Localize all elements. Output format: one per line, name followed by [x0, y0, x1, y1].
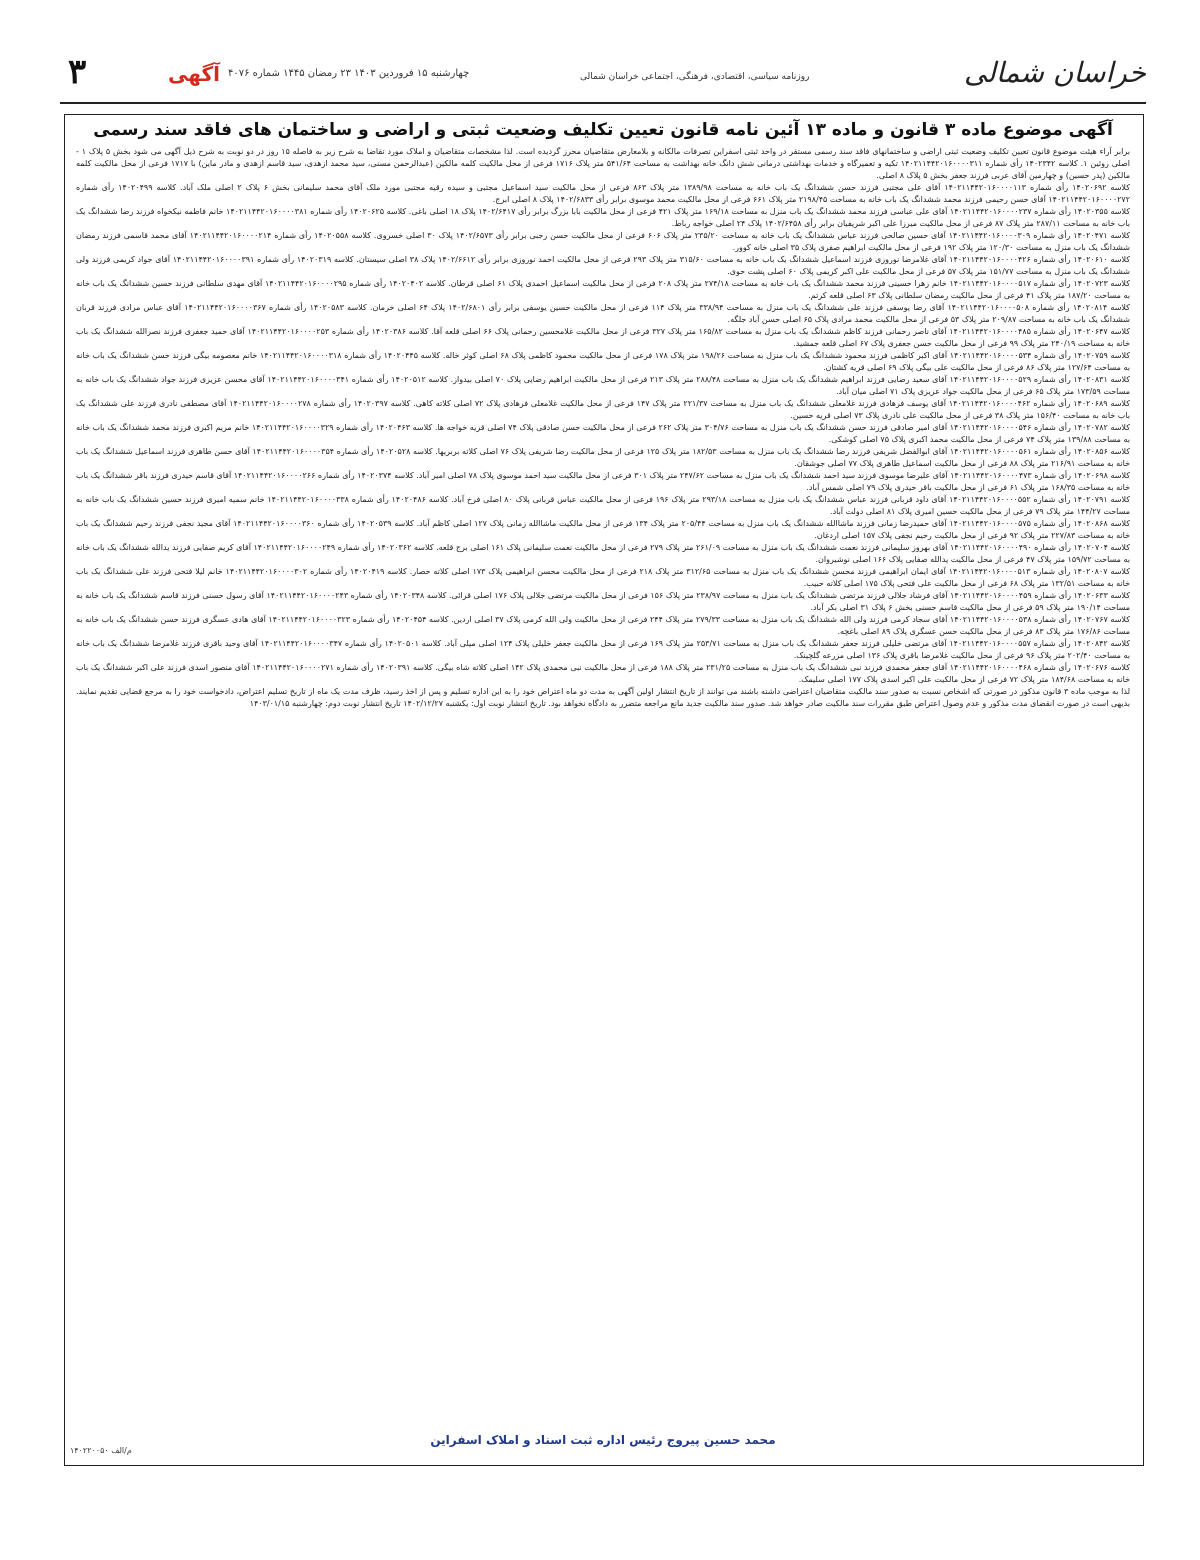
notice-body	[76, 146, 1130, 1408]
notice-paragraph: کلاسه ۱۴۰۲۰۸۴۲ رأی شماره ۱۴۰۲۱۱۴۴۲۰۱۶۰۰۰۰۵۵۷ آقای مرتضی خلیلی فرزند جعفر ششدانگ یک باب منزل به مساحت ۲۵۳/۷۱ متر پلاک ۱۶۹ فرعی از محل مالکیت جعفر خلیلی پلاک ۱۲۴ اصلی میلی آباد. کلاسه ۱۴۰۲۰۵۰۱ رأی شماره ۱۴۰۲۱۱۴۴۲۰۱۶۰۰۰۰۳۴۷ آقای وحید باقری فرزند غلامرضا ششدانگ یک باب خانه به مساحت ۲۰۲/۴۰ متر پلاک ۹۶ فرعی از محل مالکیت غلامرضا باقری پلاک ۱۳۶ اصلی مزرعه گلچینک.	[76, 639, 1130, 660]
section-label: آگهی	[168, 62, 220, 86]
notice-paragraph: برابر آراء هیئت موضوع قانون تعیین تکلیف وضعیت ثبتی اراضی و ساختمانهای فاقد سند رسمی مستقر در واحد ثبتی اسفراین تصرفات مالکانه و بلامعارض متقاضیان محرز گردیده است. لذا مشخصات متقاضیان و املاک مورد تقاضا به شرح زیر به فاصله ۱۵ روز در دو نوبت به شرح ذیل آگهی می شود بخش ۵ پلاک ۱ - اصلی روئین ۱. کلاسه ۱۴۰۲۳۴۲ رأی شماره ۱۴۰۲۱۱۴۴۲۰۱۶۰۰۰۰۳۱۱ تکیه و تعمیرگاه و خدمات بهداشتی درمانی شش دانگ خانه بهداشت به مساحت ۵۴۱/۶۴ متر پلاک ۱۷۱۶ فرعی از محل مالکیت کلمه مالکین (عبدالرحمن مسنی، سید محمد ازهدی، سید قاسم ازهدی و مادر ماین) با ۱۷۱۷ فرعی از محل مالکیت کلمه مالکین (پدر حسین) و چهارمین آقای عربی فرزند جعفر بخش ۵ پلاک ۸ اصلی.	[76, 147, 1130, 180]
notice-paragraph: کلاسه ۱۴۰۲۰۶۴۷ رأی شماره ۱۴۰۲۱۱۴۴۲۰۱۶۰۰۰۰۴۸۵ آقای ناصر رحمانی فرزند کاظم ششدانگ یک باب منزل به مساحت ۱۶۵/۸۲ متر پلاک ۳۲۷ فرعی از محل مالکیت غلامحسین رحمانی پلاک ۶۶ اصلی قلعه آقا. کلاسه ۱۴۰۲۰۳۸۶ رأی شماره ۱۴۰۲۱۱۴۴۲۰۱۶۰۰۰۰۲۵۳ آقای حمید جعفری فرزند نصرالله ششدانگ یک باب خانه به مساحت ۲۴۰/۱۹ متر پلاک ۹۹ فرعی از محل مالکیت حسن جعفری پلاک ۶۷ اصلی قلعه جمشید.	[76, 327, 1130, 348]
notice-paragraph: کلاسه ۱۴۰۲۰۸۵۶ رأی شماره ۱۴۰۲۱۱۴۴۲۰۱۶۰۰۰۰۵۶۱ آقای ابوالفضل شریفی فرزند رضا ششدانگ یک باب منزل به مساحت ۱۸۲/۵۳ متر پلاک ۱۲۵ فرعی از محل مالکیت رضا شریفی پلاک ۷۶ اصلی کلاته بربریها. کلاسه ۱۴۰۲۰۵۲۸ رأی شماره ۱۴۰۲۱۱۴۴۲۰۱۶۰۰۰۰۳۵۴ آقای حسن طاهری فرزند اسماعیل ششدانگ یک باب خانه به مساحت ۲۱۶/۹۱ متر پلاک ۸۸ فرعی از محل مالکیت اسماعیل طاهری پلاک ۷۷ اصلی جوشقان.	[76, 447, 1130, 468]
notice-paragraph: کلاسه ۱۴۰۲۰۶۳۳ رأی شماره ۱۴۰۲۱۱۴۴۲۰۱۶۰۰۰۰۴۵۹ آقای فرشاد جلالی فرزند مرتضی ششدانگ یک باب منزل به مساحت ۲۳۸/۹۷ متر پلاک ۱۵۶ فرعی از محل مالکیت مرتضی جلالی پلاک ۱۷۶ اصلی قرائی. کلاسه ۱۴۰۲۰۳۴۸ رأی شماره ۱۴۰۲۱۱۴۴۲۰۱۶۰۰۰۰۲۴۳ آقای رسول حسنی فرزند قاسم ششدانگ یک باب خانه به مساحت ۱۹۰/۱۴ متر پلاک ۵۹ فرعی از محل مالکیت قاسم حسنی بخش ۶ پلاک ۳۱ اصلی بکر آباد.	[76, 591, 1130, 612]
notice-paragraph: کلاسه ۱۴۰۲۰۳۵۵ رأی شماره ۱۴۰۲۱۱۴۴۲۰۱۶۰۰۰۰۲۳۷ آقای علی عباسی فرزند محمد ششدانگ یک باب منزل به مساحت ۱۶۹/۱۸ متر پلاک ۴۲۱ فرعی از محل مالکیت بابا بزرگ برابر رأی ۱۴۰۲/۶۴۱۷ پلاک ۱۸ اصلی باغی. کلاسه ۱۴۰۲۰۶۲۵ رأی شماره ۱۴۰۲۱۱۴۴۲۰۱۶۰۰۰۰۳۸۱ خانم فاطمه نیکخواه فرزند رضا ششدانگ یک باب خانه به مساحت ۲۸۷/۱۱ متر پلاک ۸۷ فرعی از محل مالکیت میرزا علی اکبر شریفیان برابر رأی ۱۴۰۲/۶۴۵۸ پلاک ۲۴ اصلی خواجه رباط.	[76, 207, 1130, 228]
notice-paragraph: کلاسه ۱۴۰۲۰۴۷۱ رأی شماره ۱۴۰۲۱۱۴۴۲۰۱۶۰۰۰۰۳۰۹ آقای حسین صالحی فرزند عباس ششدانگ یک باب خانه به مساحت ۲۳۵/۲۰ متر پلاک ۶۰۶ فرعی از محل مالکیت حسن رجبی برابر رأی ۱۴۰۲/۶۵۷۳ پلاک ۳۰ اصلی خسروی. کلاسه ۱۴۰۲۰۵۵۸ رأی شماره ۱۴۰۲۱۱۴۴۲۰۱۶۰۰۰۰۲۱۴ آقای محمد قاسمی فرزند رمضان ششدانگ یک باب منزل به مساحت ۱۲۰/۳۰ متر پلاک ۱۹۲ فرعی از محل مالکیت ابراهیم صفری پلاک ۳۵ اصلی خانه کوور.	[76, 231, 1130, 252]
page-header	[60, 54, 1146, 98]
notice-paragraph: کلاسه ۱۴۰۲۰۶۹۲ رأی شماره ۱۴۰۲۱۱۴۴۲۰۱۶۰۰۰۰۱۱۳ آقای علی مجتبی فرزند حسن ششدانگ یک باب خانه به مساحت ۱۳۸۹/۹۸ متر پلاک ۸۶۳ فرعی از محل مالکیت سید اسماعیل مجتبی و سیده رقیه مجتبی مورد ملک آقای محمد سلیمانی بخش ۶ پلاک ۲ اصلی ملک آباد. کلاسه ۱۴۰۲۰۴۹۹ رأی شماره ۱۴۰۲۱۱۴۴۲۰۱۶۰۰۰۰۲۷۲ آقای حسن رحیمی فرزند محمد ششدانگ یک باب خانه به مساحت ۲۱۹۸/۴۵ متر پلاک ۶۶۱ فرعی از محل مالکیت محمد موسوی برابر رأی ۱۴۰۲/۶۸۳۳ پلاک ۸ اصلی ابرج.	[76, 183, 1130, 204]
notice-paragraph: لذا به موجب ماده ۳ قانون مذکور در صورتی که اشخاص نسبت به صدور سند مالکیت متقاضیان اعتراضی داشته باشند می توانند از تاریخ انتشار اولین آگهی به مدت دو ماه اعتراض خود را به این اداره تسلیم و پس از اخذ رسید، ظرف مدت یک ماه از تاریخ تسلیم اعتراض، دادخواست خود را به مرجع قضایی تقدیم نمایند. بدیهی است در صورت انقضای مدت مذکور و عدم وصول اعتراض طبق مقررات سند مالکیت صادر خواهد شد. صدور سند مالکیت جدید مانع مراجعه متضرر به دادگاه نخواهد بود. تاریخ انتشار نوبت اول: یکشنبه ۱۴۰۲/۱۲/۲۷ تاریخ انتشار نوبت دوم: چهارشنبه ۱۴۰۳/۰۱/۱۵	[76, 687, 1130, 708]
notice-paragraph: کلاسه ۱۴۰۲۰۸۳۱ رأی شماره ۱۴۰۲۱۱۴۴۲۰۱۶۰۰۰۰۵۲۹ آقای سعید رضایی فرزند ابراهیم ششدانگ یک باب منزل به مساحت ۲۸۸/۴۸ متر پلاک ۲۱۳ فرعی از محل مالکیت ابراهیم رضایی پلاک ۷۰ اصلی بیدواز. کلاسه ۱۴۰۲۰۵۱۲ رأی شماره ۱۴۰۲۱۱۴۴۲۰۱۶۰۰۰۰۳۴۱ آقای محسن عزیزی فرزند جواد ششدانگ یک باب خانه به مساحت ۱۷۳/۵۹ متر پلاک ۶۵ فرعی از محل مالکیت جواد عزیزی پلاک ۷۱ اصلی میان آباد.	[76, 375, 1130, 396]
notice-paragraph: کلاسه ۱۴۰۲۰۷۰۴ رأی شماره ۱۴۰۲۱۱۴۴۲۰۱۶۰۰۰۰۴۹۰ آقای بهروز سلیمانی فرزند نعمت ششدانگ یک باب منزل به مساحت ۲۶۱/۰۹ متر پلاک ۲۷۹ فرعی از محل مالکیت نعمت سلیمانی پلاک ۱۶۱ اصلی برج قلعه. کلاسه ۱۴۰۲۰۳۶۲ رأی شماره ۱۴۰۲۱۱۴۴۲۰۱۶۰۰۰۰۲۴۹ آقای کریم صفایی فرزند یدالله ششدانگ یک باب خانه به مساحت ۱۵۹/۷۲ متر پلاک ۴۷ فرعی از محل مالکیت یدالله صفایی پلاک ۱۶۶ اصلی نوشیروان.	[76, 543, 1130, 564]
notice-paragraph: کلاسه ۱۴۰۲۰۷۹۱ رأی شماره ۱۴۰۲۱۱۴۴۲۰۱۶۰۰۰۰۵۵۲ آقای داود قربانی فرزند عباس ششدانگ یک باب منزل به مساحت ۲۹۳/۱۸ متر پلاک ۱۹۶ فرعی از محل مالکیت عباس قربانی پلاک ۸۰ اصلی فرخ آباد. کلاسه ۱۴۰۲۰۴۸۶ رأی شماره ۱۴۰۲۱۱۴۴۲۰۱۶۰۰۰۰۳۳۸ خانم سمیه امیری فرزند حسین ششدانگ یک باب خانه به مساحت ۱۴۴/۲۷ متر پلاک ۷۹ فرعی از محل مالکیت حسین امیری پلاک ۸۱ اصلی دولت آباد.	[76, 495, 1130, 516]
notice-paragraph: کلاسه ۱۴۰۲۰۷۵۹ رأی شماره ۱۴۰۲۱۱۴۴۲۰۱۶۰۰۰۰۵۳۴ آقای اکبر کاظمی فرزند محمود ششدانگ یک باب منزل به مساحت ۱۹۸/۲۶ متر پلاک ۱۷۸ فرعی از محل مالکیت محمود کاظمی پلاک ۶۸ اصلی کوثر خاله. کلاسه ۱۴۰۲۰۴۴۵ رأی شماره ۱۴۰۲۱۱۴۴۲۰۱۶۰۰۰۰۳۱۸ خانم معصومه بیگی فرزند حسن ششدانگ یک باب خانه به مساحت ۱۲۷/۶۴ متر پلاک ۸۶ فرعی از محل مالکیت علی بیگی پلاک ۶۹ اصلی قریه کشتان.	[76, 351, 1130, 372]
notice-signature: محمد حسین پیروج رئیس اداره ثبت اسناد و املاک اسفراین	[430, 1433, 776, 1447]
notice-paragraph: کلاسه ۱۴۰۲۰۶۸۹ رأی شماره ۱۴۰۲۱۱۴۴۲۰۱۶۰۰۰۰۴۶۲ آقای یوسف فرهادی فرزند غلامعلی ششدانگ یک باب منزل به مساحت ۲۲۱/۳۷ متر پلاک ۱۴۷ فرعی از محل مالکیت غلامعلی فرهادی پلاک ۷۲ اصلی کلاته کاهی. کلاسه ۱۴۰۲۰۳۹۷ رأی شماره ۱۴۰۲۱۱۴۴۲۰۱۶۰۰۰۰۲۷۸ آقای مصطفی نادری فرزند علی ششدانگ یک باب خانه به مساحت ۱۵۶/۴۰ متر پلاک ۳۸ فرعی از محل مالکیت علی نادری پلاک ۷۳ اصلی قریه حسین.	[76, 399, 1130, 420]
notice-paragraph: کلاسه ۱۴۰۲۰۷۶۷ رأی شماره ۱۴۰۲۱۱۴۴۲۰۱۶۰۰۰۰۵۳۸ آقای سجاد کرمی فرزند ولی الله ششدانگ یک باب منزل به مساحت ۲۷۹/۳۳ متر پلاک ۲۴۴ فرعی از محل مالکیت ولی الله کرمی پلاک ۳۷ اصلی اردین. کلاسه ۱۴۰۲۰۴۵۴ رأی شماره ۱۴۰۲۱۱۴۴۲۰۱۶۰۰۰۰۳۲۳ آقای هادی عسگری فرزند حسن ششدانگ یک باب خانه به مساحت ۱۷۶/۸۶ متر پلاک ۸۳ فرعی از محل مالکیت حسن عسگری پلاک ۸۹ اصلی باغچه.	[76, 615, 1130, 636]
notice-paragraph: کلاسه ۱۴۰۲۰۸۶۸ رأی شماره ۱۴۰۲۱۱۴۴۲۰۱۶۰۰۰۰۵۷۵ آقای حمیدرضا زمانی فرزند ماشاالله ششدانگ یک باب منزل به مساحت ۲۰۵/۴۴ متر پلاک ۱۳۴ فرعی از محل مالکیت ماشاالله زمانی پلاک ۱۲۷ اصلی کاظم آباد. کلاسه ۱۴۰۲۰۵۳۹ رأی شماره ۱۴۰۲۱۱۴۴۲۰۱۶۰۰۰۰۳۶۰ آقای مجید نجفی فرزند رحیم ششدانگ یک باب خانه به مساحت ۲۲۷/۸۳ متر پلاک ۹۲ فرعی از محل مالکیت رحیم نجفی پلاک ۱۵۷ اصلی اردغان.	[76, 519, 1130, 540]
page-number: ۳	[68, 52, 87, 92]
header-rule	[60, 102, 1146, 104]
dateline: چهارشنبه ۱۵ فروردین ۱۴۰۳ ۲۳ رمضان ۱۴۴۵ شماره ۴۰۷۶	[228, 68, 470, 79]
notice-paragraph: کلاسه ۱۴۰۲۰۶۷۶ رأی شماره ۱۴۰۲۱۱۴۴۲۰۱۶۰۰۰۰۴۶۸ آقای جعفر محمدی فرزند نبی ششدانگ یک باب منزل به مساحت ۲۳۱/۲۵ متر پلاک ۱۸۸ فرعی از محل مالکیت نبی محمدی پلاک ۱۴۲ اصلی کلاته شاه بیگی. کلاسه ۱۴۰۲۰۳۹۱ رأی شماره ۱۴۰۲۱۱۴۴۲۰۱۶۰۰۰۰۲۷۱ آقای منصور اسدی فرزند علی اکبر ششدانگ یک باب خانه به مساحت ۱۸۴/۶۸ متر پلاک ۷۲ فرعی از محل مالکیت علی اکبر اسدی پلاک ۱۷۷ اصلی سلیمک.	[76, 663, 1130, 684]
notice-paragraph: کلاسه ۱۴۰۲۰۶۱۰ رأی شماره ۱۴۰۲۱۱۴۴۲۰۱۶۰۰۰۰۴۲۶ آقای غلامرضا نوروزی فرزند اسماعیل ششدانگ یک باب خانه به مساحت ۳۱۵/۶۰ متر پلاک ۲۹۳ فرعی از محل مالکیت احمد نوروزی برابر رأی ۱۴۰۲/۶۶۱۲ پلاک ۳۸ اصلی سیستان. کلاسه ۱۴۰۲۰۳۱۹ رأی شماره ۱۴۰۲۱۱۴۴۲۰۱۶۰۰۰۰۳۹۱ آقای جواد کریمی فرزند ولی ششدانگ یک باب منزل به مساحت ۱۵۱/۷۷ متر پلاک ۵۷ فرعی از محل مالکیت علی اکبر کریمی پلاک ۶۰ اصلی پشت حوی.	[76, 255, 1130, 276]
notice-title: آگهی موضوع ماده ۳ قانون و ماده ۱۳ آئین نامه قانون تعیین تکلیف وضعیت ثبتی و اراضی و ساختمان های فاقد سند رسمی	[93, 120, 1113, 140]
notice-paragraph: کلاسه ۱۴۰۲۰۸۰۷ رأی شماره ۱۴۰۲۱۱۴۴۲۰۱۶۰۰۰۰۵۱۳ آقای ایمان ابراهیمی فرزند محسن ششدانگ یک باب منزل به مساحت ۳۱۲/۶۵ متر پلاک ۲۱۸ فرعی از محل مالکیت محسن ابراهیمی پلاک ۱۷۳ اصلی کلاته حصار. کلاسه ۱۴۰۲۰۴۱۹ رأی شماره ۱۴۰۲۱۱۴۴۲۰۱۶۰۰۰۰۳۰۲ خانم لیلا فتحی فرزند علی ششدانگ یک باب خانه به مساحت ۱۳۲/۵۱ متر پلاک ۶۸ فرعی از محل مالکیت علی فتحی پلاک ۱۷۵ اصلی کلاته حبیب.	[76, 567, 1130, 588]
paper-description: روزنامه سیاسی، اقتصادی، فرهنگی، اجتماعی خراسان شمالی	[580, 72, 810, 82]
notice-code: م/الف ۱۴۰۲۲۰۰۵۰	[70, 1446, 132, 1455]
notice-paragraph: کلاسه ۱۴۰۲۰۷۲۳ رأی شماره ۱۴۰۲۱۱۴۴۲۰۱۶۰۰۰۰۵۱۷ خانم زهرا حسینی فرزند محمد ششدانگ یک باب خانه به مساحت ۲۷۴/۱۸ متر پلاک ۲۰۸ فرعی از محل مالکیت اسماعیل احمدی پلاک ۶۱ اصلی قرطان. کلاسه ۱۴۰۲۰۴۰۲ رأی شماره ۱۴۰۲۱۱۴۴۲۰۱۶۰۰۰۰۲۹۵ آقای مهدی سلطانی فرزند حسین ششدانگ یک باب خانه به مساحت ۱۸۷/۲۰ متر پلاک ۴۱ فرعی از محل مالکیت رمضان سلطانی پلاک ۶۳ اصلی قلعه کرتم.	[76, 279, 1130, 300]
newspaper-masthead: خراسان شمالی	[963, 56, 1146, 89]
notice-paragraph: کلاسه ۱۴۰۲۰۸۱۴ رأی شماره ۱۴۰۲۱۱۴۴۲۰۱۶۰۰۰۰۵۰۸ آقای رضا یوسفی فرزند علی ششدانگ یک باب منزل به مساحت ۳۳۸/۹۴ متر پلاک ۱۱۴ فرعی از محل مالکیت حسین یوسفی برابر رأی ۱۴۰۲/۶۸۰۱ پلاک ۶۴ اصلی خرمان. کلاسه ۱۴۰۲۰۵۸۳ رأی شماره ۱۴۰۲۱۱۴۴۲۰۱۶۰۰۰۰۳۶۷ آقای عباس مرادی فرزند قربان ششدانگ یک باب خانه به مساحت ۲۰۹/۸۷ متر پلاک ۵۳ فرعی از محل مالکیت محمد مرادی پلاک ۶۵ اصلی حسن آباد جلگه.	[76, 303, 1130, 324]
notice-paragraph: کلاسه ۱۴۰۲۰۷۸۲ رأی شماره ۱۴۰۲۱۱۴۴۲۰۱۶۰۰۰۰۵۴۶ آقای امیر صادقی فرزند حسن ششدانگ یک باب منزل به مساحت ۳۰۴/۷۶ متر پلاک ۲۶۲ فرعی از محل مالکیت حسن صادقی پلاک ۷۴ اصلی قریه خواجه ها. کلاسه ۱۴۰۲۰۴۶۳ رأی شماره ۱۴۰۲۱۱۴۴۲۰۱۶۰۰۰۰۳۲۹ خانم مریم اکبری فرزند محمد ششدانگ یک باب خانه به مساحت ۱۳۹/۸۸ متر پلاک ۷۴ فرعی از محل مالکیت محمد اکبری پلاک ۷۵ اصلی کوشکی.	[76, 423, 1130, 444]
notice-paragraph: کلاسه ۱۴۰۲۰۶۹۸ رأی شماره ۱۴۰۲۱۱۴۴۲۰۱۶۰۰۰۰۴۷۳ آقای علیرضا موسوی فرزند سید احمد ششدانگ یک باب منزل به مساحت ۲۴۷/۶۲ متر پلاک ۳۰۱ فرعی از محل مالکیت سید احمد موسوی پلاک ۷۸ اصلی امیر آباد. کلاسه ۱۴۰۲۰۳۷۴ رأی شماره ۱۴۰۲۱۱۴۴۲۰۱۶۰۰۰۰۲۶۶ آقای قاسم حیدری فرزند باقر ششدانگ یک باب خانه به مساحت ۱۶۸/۳۵ متر پلاک ۶۱ فرعی از محل مالکیت باقر حیدری پلاک ۷۹ اصلی شمس آباد.	[76, 471, 1130, 492]
